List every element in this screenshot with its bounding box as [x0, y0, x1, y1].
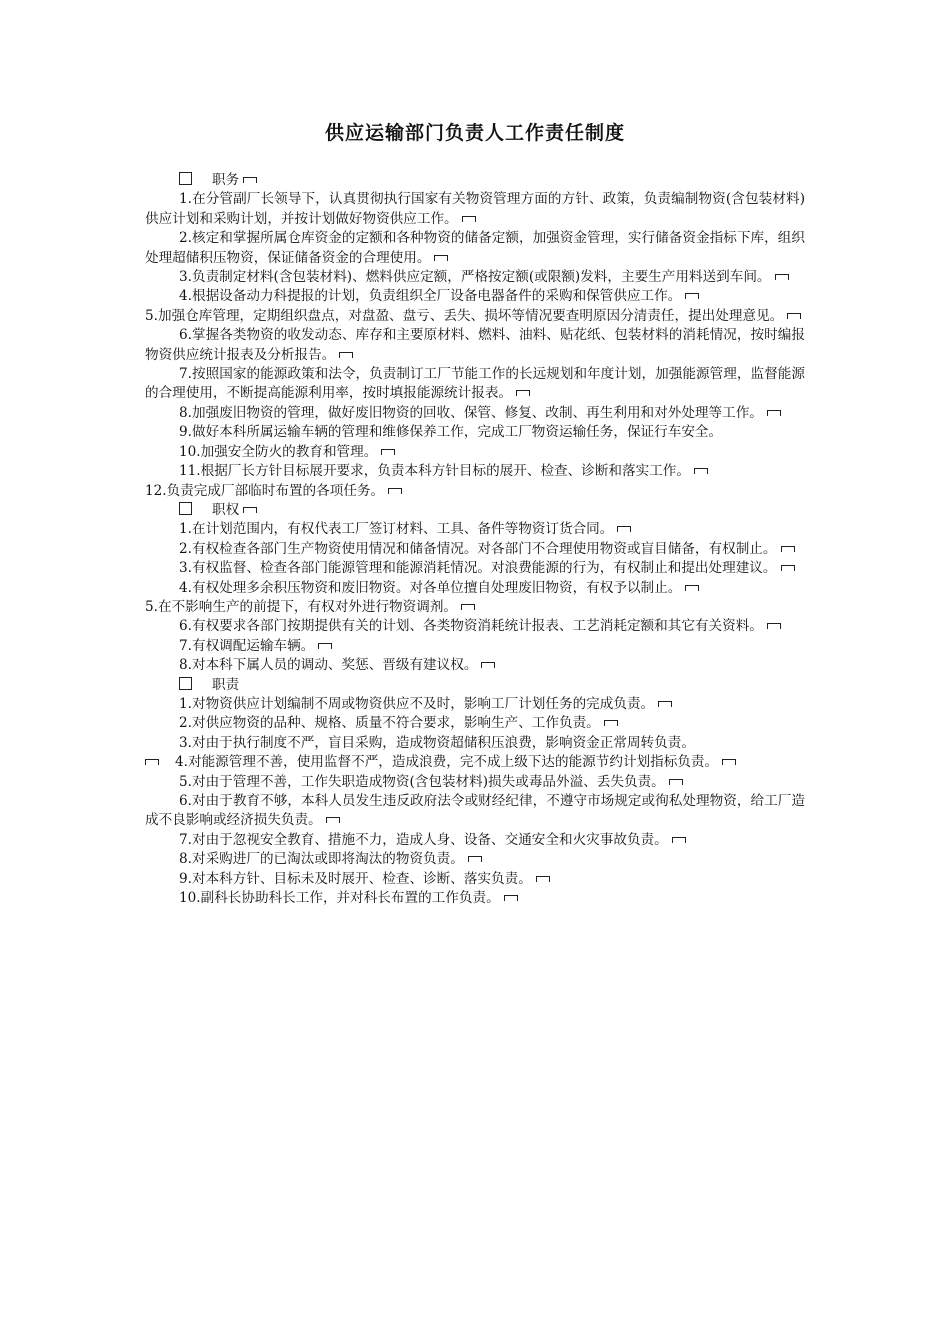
list-item-text: 6.对由于教育不够，本科人员发生违反政府法令或财经纪律，不遵守市场规定或徇私处理物资，给工厂造成不良影响或经济损失负责。: [145, 793, 805, 829]
paragraph-mark-icon: [767, 410, 781, 416]
list-item-text: 2.核定和掌握所属仓库资金的定额和各种物资的储备定额，加强资金管理，实行储备资金指标下库，组织处理超储积压物资，保证储备资金的合理使用。: [145, 230, 805, 266]
list-item-text: 8.加强废旧物资的管理，做好废旧物资的回收、保管、修复、改制、再生利用和对外处理等工作。: [179, 404, 763, 421]
list-item: [145, 190, 805, 229]
list-item: [145, 753, 805, 772]
paragraph-mark-icon: [388, 488, 402, 494]
section-responsibilities: [145, 676, 805, 909]
list-item-text: 9.对本科方针、目标未及时展开、检查、诊断、落实负责。: [179, 870, 532, 887]
list-item-text: 5.在不影响生产的前提下，有权对外进行物资调剂。: [145, 598, 458, 615]
section-heading-text: 职务: [212, 172, 240, 188]
list-item: [145, 229, 805, 268]
list-item-text: 8.对本科下属人员的调动、奖惩、晋级有建议权。: [179, 657, 478, 674]
list-item: [145, 307, 805, 326]
list-item: [145, 423, 805, 442]
paragraph-mark-icon: [468, 856, 482, 862]
list-item: [145, 831, 805, 850]
checkbox-icon: [179, 502, 192, 515]
list-item: [145, 482, 805, 501]
list-item: [145, 870, 805, 889]
paragraph-mark-icon: [604, 720, 618, 726]
paragraph-mark-icon: [781, 565, 795, 571]
paragraph-mark-icon: [381, 449, 395, 455]
list-item-text: 3.负责制定材料(含包装材料)、燃料供应定额，严格按定额(或限额)发料，主要生产用料送到车间。: [179, 269, 771, 286]
list-item: [145, 695, 805, 714]
list-item-text: 11.根据厂长方针目标展开要求，负责本科方针目标的展开、检查、诊断和落实工作。: [179, 463, 690, 480]
paragraph-mark-icon: [781, 546, 795, 552]
checkbox-icon: [179, 172, 192, 185]
document-title: 供应运输部门负责人工作责任制度: [324, 122, 625, 144]
list-item: [145, 404, 805, 423]
section-heading: [145, 501, 805, 520]
list-item-text: 1.在分管副厂长领导下，认真贯彻执行国家有关物资管理方面的方针、政策，负责编制物资(含包装材料)供应计划和采购计划，并按计划做好物资供应工作。: [145, 191, 805, 227]
list-item-text: 10.加强安全防火的教育和管理。: [179, 443, 378, 460]
section-heading: [145, 676, 805, 695]
paragraph-mark-icon: [685, 293, 699, 299]
paragraph-mark-icon: [536, 876, 550, 882]
paragraph-mark-icon: [145, 759, 159, 765]
paragraph-mark-icon: [434, 255, 448, 261]
paragraph-mark-icon: [672, 837, 686, 843]
list-item: [145, 520, 805, 539]
list-item-text: 4.根据设备动力科提报的计划，负责组织全厂设备电器备件的采购和保管供应工作。: [179, 288, 682, 305]
list-item: [145, 850, 805, 869]
checkbox-icon: [179, 677, 192, 690]
list-item: [145, 365, 805, 404]
list-item-text: 10.副科长协助科长工作，并对科长布置的工作负责。: [179, 890, 500, 907]
list-item: [145, 443, 805, 462]
paragraph-mark-icon: [326, 817, 340, 823]
list-item-text: 1.对物资供应计划编制不周或物资供应不及时，影响工厂计划任务的完成负责。: [179, 695, 655, 712]
section-heading-text: 职责: [212, 676, 240, 693]
list-item-text: 3.对由于执行制度不严，盲目采购，造成物资超储积压浪费，影响资金正常周转负责。: [179, 734, 695, 751]
list-item-text: 9.做好本科所属运输车辆的管理和维修保养工作，完成工厂物资运输任务，保证行车安全。: [179, 424, 723, 441]
section-heading-text: 职权: [212, 501, 240, 518]
list-item: [145, 792, 805, 831]
section-heading: [145, 171, 805, 190]
paragraph-mark-icon: [787, 313, 801, 319]
list-item: [145, 637, 805, 656]
list-item: [145, 734, 805, 753]
paragraph-mark-icon: [462, 216, 476, 222]
paragraph-mark-icon: [685, 585, 699, 591]
list-item: [145, 656, 805, 675]
list-item: [145, 714, 805, 733]
paragraph-mark-icon: [516, 390, 530, 396]
list-item-text: 2.对供应物资的品种、规格、质量不符合要求，影响生产、工作负责。: [179, 715, 600, 732]
document-page: [145, 118, 805, 908]
paragraph-mark-icon: [243, 177, 257, 183]
section-powers: [145, 501, 805, 676]
list-item: [145, 462, 805, 481]
paragraph-mark-icon: [318, 643, 332, 649]
list-item-text: 7.有权调配运输车辆。: [179, 637, 315, 654]
paragraph-mark-icon: [504, 895, 518, 901]
list-item-text: 1.在计划范围内，有权代表工厂签订材料、工具、备件等物资订货合同。: [179, 521, 614, 538]
list-item: [145, 579, 805, 598]
paragraph-mark-icon: [461, 604, 475, 610]
list-item: [145, 598, 805, 617]
paragraph-mark-icon: [694, 468, 708, 474]
list-item-text: 4.有权处理多余积压物资和废旧物资。对各单位擅自处理废旧物资，有权予以制止。: [179, 579, 682, 596]
list-item: [145, 268, 805, 287]
list-item-text: 2.有权检查各部门生产物资使用情况和储备情况。对各部门不合理使用物资或盲目储备，有权制止。: [179, 540, 777, 557]
list-item: [145, 617, 805, 636]
paragraph-mark-icon: [617, 526, 631, 532]
list-item-text: 4.对能源管理不善，使用监督不严，造成浪费，完不成上级下达的能源节约计划指标负责。: [175, 754, 719, 771]
paragraph-mark-icon: [775, 274, 789, 280]
paragraph-mark-icon: [481, 662, 495, 668]
list-item-text: 5.加强仓库管理，定期组织盘点，对盘盈、盘亏、丢失、损坏等情况要查明原因分清责任，提出处理意见。: [145, 307, 784, 324]
section-duties: [145, 171, 805, 501]
list-item-text: 8.对采购进厂的已淘汰或即将淘汰的物资负责。: [179, 851, 464, 868]
paragraph-mark-icon: [243, 507, 257, 513]
list-item: [145, 326, 805, 365]
list-item-text: 7.对由于忽视安全教育、措施不力，造成人身、设备、交通安全和火灾事故负责。: [179, 831, 668, 848]
list-item-text: 6.掌握各类物资的收发动态、库存和主要原材料、燃料、油料、贴花纸、包装材料的消耗情况，按时编报物资供应统计报表及分析报告。: [145, 327, 805, 363]
paragraph-mark-icon: [722, 759, 736, 765]
list-item-text: 7.按照国家的能源政策和法令，负责制订工厂节能工作的长远规划和年度计划，加强能源管理，监督能源的合理使用，不断提高能源利用率，按时填报能源统计报表。: [145, 366, 805, 402]
list-item: [145, 889, 805, 908]
list-item: [145, 540, 805, 559]
list-item: [145, 773, 805, 792]
list-item-text: 5.对由于管理不善，工作失职造成物资(含包装材料)损失或毒品外溢、丢失负责。: [179, 773, 665, 790]
paragraph-mark-icon: [767, 623, 781, 629]
list-item-text: 12.负责完成厂部临时布置的各项任务。: [145, 482, 385, 499]
paragraph-mark-icon: [339, 352, 353, 358]
list-item: [145, 287, 805, 306]
list-item-text: 6.有权要求各部门按期提供有关的计划、各类物资消耗统计报表、工艺消耗定额和其它有关资料。: [179, 618, 763, 635]
paragraph-mark-icon: [658, 701, 672, 707]
paragraph-mark-icon: [669, 779, 683, 785]
list-item-text: 3.有权监督、检查各部门能源管理和能源消耗情况。对浪费能源的行为，有权制止和提出处理建议。: [179, 560, 777, 577]
list-item: [145, 559, 805, 578]
